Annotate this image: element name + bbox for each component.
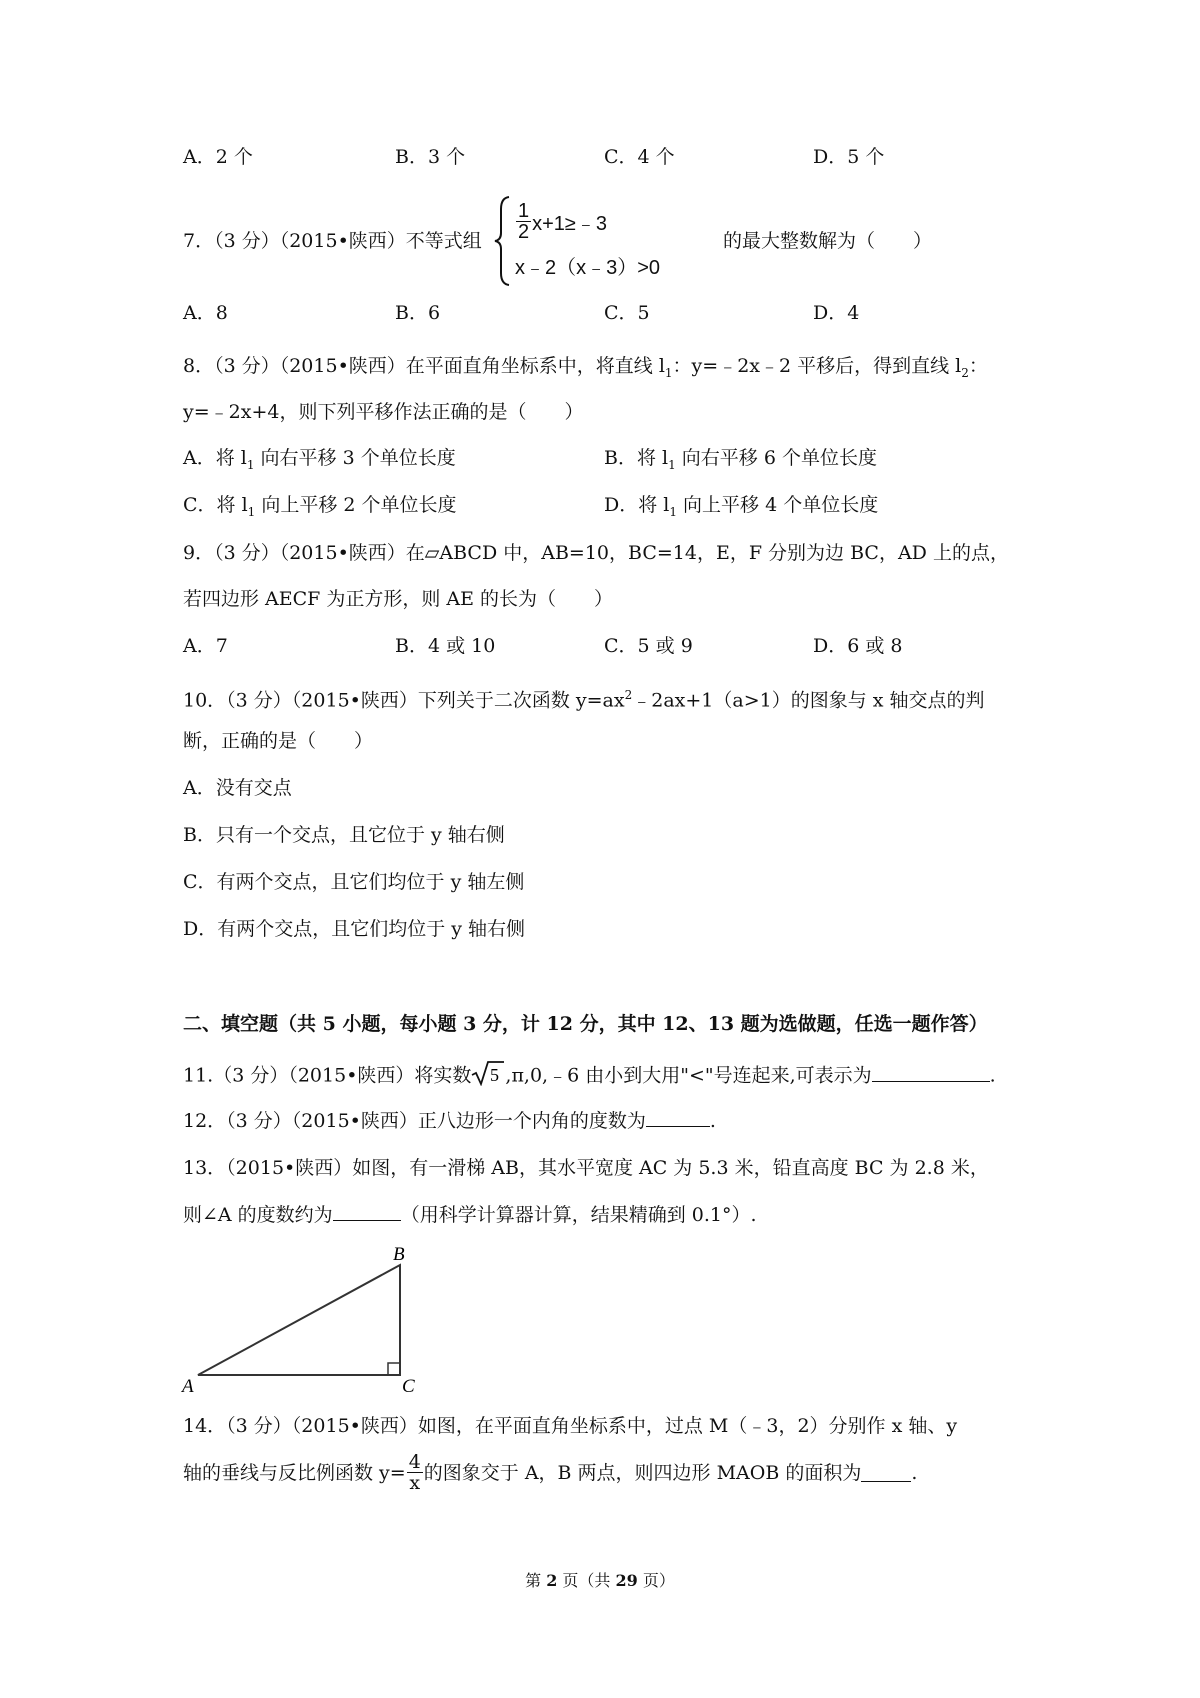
q14-fraction [407, 1452, 423, 1493]
q9-option-d: D．6 或 8 [813, 635, 903, 657]
q8-option-d-post: 向上平移 4 个单位长度 [677, 494, 879, 516]
q9-option-b: B．4 或 10 [395, 635, 496, 657]
q14-fraction-denominator: x [409, 1472, 421, 1494]
q8-option-b-pre: B．将 l [604, 447, 669, 469]
q8-option-d [604, 492, 878, 525]
footer-total-pages: 29 [615, 1571, 638, 1590]
footer-page-number: 2 [546, 1571, 558, 1590]
q12-text: 12．（3 分）（2015•陕西）正八边形一个内角的度数为 [183, 1110, 646, 1132]
q11-radicand: 5 [490, 1065, 500, 1085]
q14-line-2-post: 的图象交于 A，B 两点，则四边形 MAOB 的面积为 [423, 1461, 862, 1484]
q9-option-c: C．5 或 9 [604, 635, 693, 657]
q6-option-c: C．4 个 [604, 146, 675, 168]
q11-answer-blank[interactable] [872, 1063, 990, 1082]
label-c: C [402, 1376, 415, 1395]
q13-line-2 [183, 1202, 756, 1228]
q12-line [183, 1108, 716, 1134]
q14-fraction-numerator: 4 [408, 1451, 421, 1473]
q7-prefix: 7．（3 分）（2015•陕西）不等式组 [183, 230, 482, 252]
q9-line-1: 9．（3 分）（2015•陕西）在▱ABCD 中，AB=10，BC=14，E，F 分别为边 BC，AD 上的点， [183, 542, 1009, 564]
q7-inequality-1-rest: x+1≥﹣3 [532, 213, 608, 235]
q8-option-c-post: 向上平移 2 个单位长度 [255, 494, 457, 516]
q8-text-b: ：y=﹣2x﹣2 平移后，得到直线 l [672, 355, 962, 377]
q11-prefix: 11.（3 分）（2015•陕西）将实数 [183, 1064, 472, 1087]
q8-sub-2: 2 [961, 365, 969, 380]
q14-line-2 [183, 1452, 917, 1493]
brace-icon [493, 195, 513, 287]
q11-end: . [989, 1064, 996, 1087]
q8-option-d-sub: 1 [669, 504, 677, 519]
q11-line [183, 1060, 996, 1093]
q7-option-c: C．5 [604, 302, 650, 324]
q10-sup: 2 [624, 688, 633, 702]
section-2-title: 二、填空题（共 5 小题，每小题 3 分，计 12 分，其中 12、13 题为选做题，任选一题作答） [183, 1013, 988, 1035]
q11-suffix: ,π,0,﹣6 由小到大用"<"号连起来,可表示为 [505, 1064, 872, 1087]
footer-post: 页） [637, 1571, 675, 1590]
q10-option-a: A．没有交点 [183, 777, 292, 799]
q9-line-2: 若四边形 AECF 为正方形，则 AE 的长为（ ） [183, 588, 614, 610]
triangle-figure [180, 1245, 440, 1400]
q8-option-a-pre: A．将 l [183, 447, 247, 469]
q10-option-c: C．有两个交点，且它们均位于 y 轴左侧 [183, 871, 525, 893]
q8-line-2: y=﹣2x+4，则下列平移作法正确的是（ ） [183, 401, 584, 423]
q10-line-1 [183, 682, 985, 713]
q14-answer-blank[interactable] [861, 1463, 911, 1482]
q8-option-a-sub: 1 [246, 457, 255, 472]
q8-option-a [183, 445, 456, 478]
q7-inequality-2: x﹣2（x﹣3）>0 [515, 257, 661, 279]
right-angle-mark [388, 1363, 400, 1375]
q8-option-c-sub: 1 [247, 504, 256, 519]
q9-option-a: A．7 [183, 635, 228, 657]
q8-option-c [183, 492, 457, 525]
q6-option-a: A．2 个 [183, 146, 253, 168]
q6-option-b: B．3 个 [395, 146, 466, 168]
page-footer [0, 1568, 1200, 1591]
q7-fraction-numerator: 1 [518, 200, 530, 222]
q12-end: . [709, 1110, 716, 1132]
q8-option-a-post: 向右平移 3 个单位长度 [254, 447, 456, 469]
q7-fraction [516, 201, 531, 242]
q14-line-2-pre: 轴的垂线与反比例函数 y= [183, 1461, 406, 1484]
q10-option-d: D．有两个交点，且它们均位于 y 轴右侧 [183, 918, 526, 940]
q7-option-b: B．6 [395, 302, 441, 324]
q6-option-d: D．5 个 [813, 146, 885, 168]
q13-line-2-post: （用科学计算器计算，结果精确到 0.1°）. [400, 1204, 757, 1226]
label-b: B [393, 1245, 405, 1265]
q7-option-d: D．4 [813, 302, 860, 324]
q8-text-a: 8．（3 分）（2015•陕西）在平面直角坐标系中，将直线 l [183, 355, 665, 377]
q12-answer-blank[interactable] [646, 1108, 710, 1127]
q10-option-b: B．只有一个交点，且它位于 y 轴右侧 [183, 824, 505, 846]
q8-option-c-pre: C．将 l [183, 494, 248, 516]
q7-inequality-system [493, 195, 703, 287]
q8-sub-1: 1 [664, 365, 673, 380]
q8-line-1 [183, 353, 988, 386]
q13-line-2-pre: 则∠A 的度数约为 [183, 1204, 333, 1226]
sqrt-icon [471, 1060, 505, 1093]
q10-line-2: 断，正确的是（ ） [183, 730, 374, 752]
q7-fraction-denominator: 2 [518, 221, 530, 243]
q8-option-b-sub: 1 [668, 457, 676, 472]
q8-text-c: ： [968, 355, 988, 377]
q8-option-b [604, 445, 877, 478]
triangle-abc [198, 1265, 400, 1375]
q10-text-b: ﹣2ax+1（a>1）的图象与 x 轴交点的判 [632, 689, 985, 712]
q10-text-a: 10．（3 分）（2015•陕西）下列关于二次函数 y=ax [183, 689, 625, 712]
q7-option-a: A．8 [183, 302, 228, 324]
q13-line-1: 13．（2015•陕西）如图，有一滑梯 AB，其水平宽度 AC 为 5.3 米，铅直高度 BC 为 2.8 米， [183, 1157, 989, 1179]
q13-answer-blank[interactable] [333, 1202, 401, 1221]
footer-pre: 第 [525, 1571, 547, 1590]
label-a: A [182, 1376, 194, 1395]
q14-end: . [911, 1461, 918, 1484]
triangle-diagram [180, 1245, 440, 1395]
q7-suffix: 的最大整数解为（ ） [723, 230, 933, 252]
q14-line-1: 14．（3 分）（2015•陕西）如图，在平面直角坐标系中，过点 M（﹣3，2）分别作 x 轴、y [183, 1415, 958, 1437]
footer-mid: 页（共 [557, 1571, 616, 1590]
q8-option-b-post: 向右平移 6 个单位长度 [675, 447, 877, 469]
q7-inequality-1 [515, 201, 607, 242]
q8-option-d-pre: D．将 l [604, 494, 670, 516]
